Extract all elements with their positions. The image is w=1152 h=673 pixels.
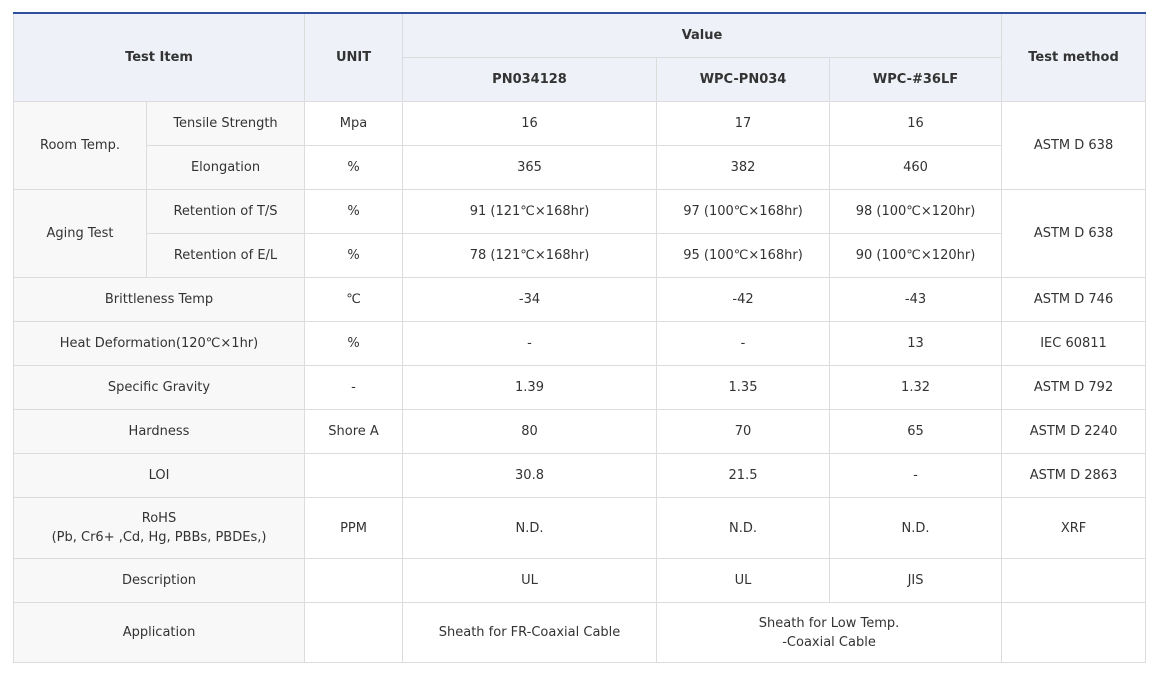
spec-table bbox=[13, 12, 1146, 663]
value-cell: N.D. bbox=[657, 498, 830, 559]
row-label: Tensile Strength bbox=[147, 102, 305, 146]
value-cell: - bbox=[403, 322, 657, 366]
value-cell: 91 (121℃×168hr) bbox=[403, 190, 657, 234]
method-cell bbox=[1002, 603, 1146, 663]
row-label: Retention of T/S bbox=[147, 190, 305, 234]
method-cell: ASTM D 638 bbox=[1002, 190, 1146, 278]
method-cell: IEC 60811 bbox=[1002, 322, 1146, 366]
rohs-substances: (Pb, Cr6+ ,Cd, Hg, PBBs, PBDEs,) bbox=[51, 530, 267, 545]
value-cell: -43 bbox=[830, 278, 1002, 322]
value-cell: 17 bbox=[657, 102, 830, 146]
table-row bbox=[14, 146, 1146, 190]
method-cell: ASTM D 2240 bbox=[1002, 410, 1146, 454]
row-label: Application bbox=[14, 603, 305, 663]
row-label: Brittleness Temp bbox=[14, 278, 305, 322]
method-cell: ASTM D 746 bbox=[1002, 278, 1146, 322]
method-cell bbox=[1002, 559, 1146, 603]
table-row bbox=[14, 278, 1146, 322]
value-cell: 382 bbox=[657, 146, 830, 190]
unit-cell: ℃ bbox=[305, 278, 403, 322]
method-cell: XRF bbox=[1002, 498, 1146, 559]
unit-cell: % bbox=[305, 190, 403, 234]
row-label: Specific Gravity bbox=[14, 366, 305, 410]
unit-cell: % bbox=[305, 234, 403, 278]
value-cell: JIS bbox=[830, 559, 1002, 603]
value-cell: 21.5 bbox=[657, 454, 830, 498]
value-cell: 16 bbox=[403, 102, 657, 146]
group-aging-test: Aging Test bbox=[14, 190, 147, 278]
header-test-method: Test method bbox=[1002, 13, 1146, 102]
value-cell: 13 bbox=[830, 322, 1002, 366]
table-row bbox=[14, 322, 1146, 366]
value-cell: 98 (100℃×120hr) bbox=[830, 190, 1002, 234]
table-row bbox=[14, 603, 1146, 663]
value-cell-merged bbox=[657, 603, 1002, 663]
application-text-line1: Sheath for Low Temp. bbox=[758, 615, 900, 631]
row-label: Elongation bbox=[147, 146, 305, 190]
value-cell: 95 (100℃×168hr) bbox=[657, 234, 830, 278]
value-cell: 80 bbox=[403, 410, 657, 454]
unit-cell: PPM bbox=[305, 498, 403, 559]
table-row bbox=[14, 234, 1146, 278]
value-cell: 460 bbox=[830, 146, 1002, 190]
table-row bbox=[14, 559, 1146, 603]
row-label-rohs bbox=[14, 498, 305, 559]
method-cell: ASTM D 792 bbox=[1002, 366, 1146, 410]
value-cell: UL bbox=[403, 559, 657, 603]
value-cell: - bbox=[830, 454, 1002, 498]
header-test-item: Test Item bbox=[14, 13, 305, 102]
table-row bbox=[14, 410, 1146, 454]
row-label: Retention of E/L bbox=[147, 234, 305, 278]
value-cell: 70 bbox=[657, 410, 830, 454]
value-cell: Sheath for FR-Coaxial Cable bbox=[403, 603, 657, 663]
unit-cell: - bbox=[305, 366, 403, 410]
group-room-temp: Room Temp. bbox=[14, 102, 147, 190]
header-unit: UNIT bbox=[305, 13, 403, 102]
value-cell: N.D. bbox=[403, 498, 657, 559]
value-cell: - bbox=[657, 322, 830, 366]
spec-table-container bbox=[13, 12, 1145, 663]
table-row bbox=[14, 190, 1146, 234]
table-row bbox=[14, 498, 1146, 559]
value-cell: 97 (100℃×168hr) bbox=[657, 190, 830, 234]
header-row-1 bbox=[14, 13, 1146, 58]
header-product-1: PN034128 bbox=[403, 58, 657, 102]
unit-cell: % bbox=[305, 322, 403, 366]
unit-cell: Shore A bbox=[305, 410, 403, 454]
row-label: LOI bbox=[14, 454, 305, 498]
row-label: Hardness bbox=[14, 410, 305, 454]
value-cell: 78 (121℃×168hr) bbox=[403, 234, 657, 278]
value-cell: 65 bbox=[830, 410, 1002, 454]
value-cell: 1.39 bbox=[403, 366, 657, 410]
value-cell: 365 bbox=[403, 146, 657, 190]
unit-cell bbox=[305, 603, 403, 663]
value-cell: 90 (100℃×120hr) bbox=[830, 234, 1002, 278]
value-cell: N.D. bbox=[830, 498, 1002, 559]
value-cell: 1.32 bbox=[830, 366, 1002, 410]
application-text-line2: -Coaxial Cable bbox=[782, 634, 876, 650]
value-cell: 1.35 bbox=[657, 366, 830, 410]
value-cell: -42 bbox=[657, 278, 830, 322]
row-label: Description bbox=[14, 559, 305, 603]
value-cell: 30.8 bbox=[403, 454, 657, 498]
unit-cell: Mpa bbox=[305, 102, 403, 146]
method-cell: ASTM D 2863 bbox=[1002, 454, 1146, 498]
rohs-label: RoHS bbox=[141, 511, 177, 526]
value-cell: -34 bbox=[403, 278, 657, 322]
table-row bbox=[14, 102, 1146, 146]
unit-cell bbox=[305, 559, 403, 603]
unit-cell: % bbox=[305, 146, 403, 190]
header-value: Value bbox=[403, 13, 1002, 58]
row-label: Heat Deformation(120℃×1hr) bbox=[14, 322, 305, 366]
value-cell: 16 bbox=[830, 102, 1002, 146]
method-cell: ASTM D 638 bbox=[1002, 102, 1146, 190]
table-row bbox=[14, 366, 1146, 410]
header-product-2: WPC-PN034 bbox=[657, 58, 830, 102]
header-product-3: WPC-#36LF bbox=[830, 58, 1002, 102]
value-cell: UL bbox=[657, 559, 830, 603]
table-row bbox=[14, 454, 1146, 498]
unit-cell bbox=[305, 454, 403, 498]
